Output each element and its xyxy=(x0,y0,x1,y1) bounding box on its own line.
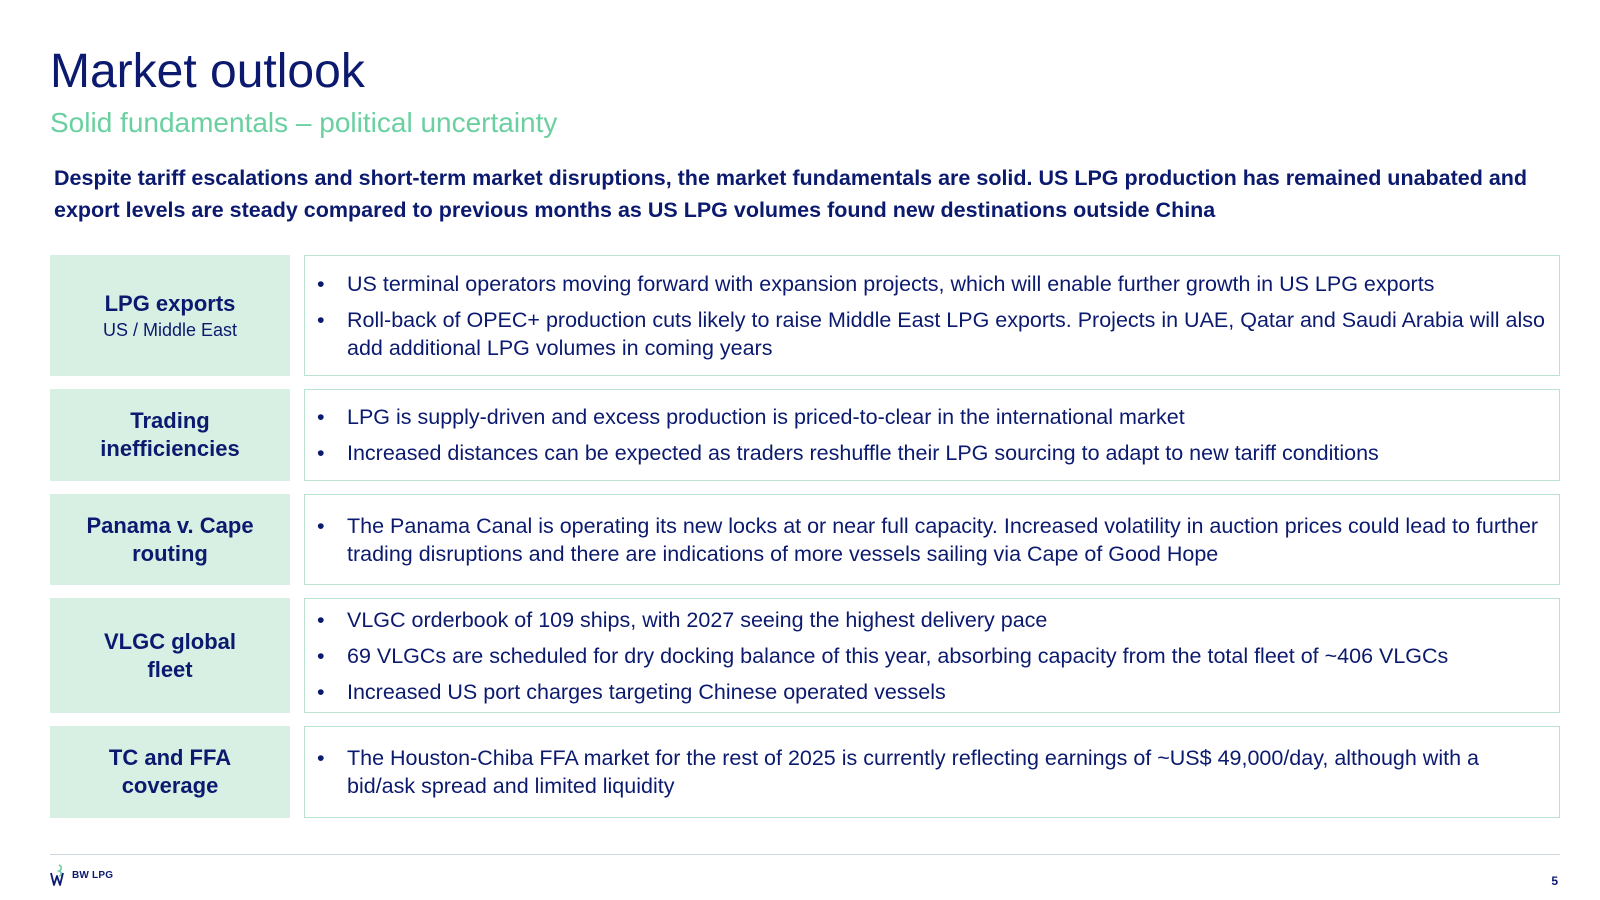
bullet-text: Increased distances can be expected as traders reshuffle their LPG sourcing to adapt to new tariff conditions xyxy=(347,441,1379,465)
bullet-text: Increased US port charges targeting Chinese operated vessels xyxy=(347,679,946,704)
bullet-item xyxy=(317,306,1547,362)
logo-text: BW LPG xyxy=(72,869,114,881)
bullet-item xyxy=(317,403,1547,431)
row-label xyxy=(50,494,290,585)
company-logo xyxy=(50,864,113,886)
row-label xyxy=(50,598,290,713)
row-trading-inefficiencies xyxy=(50,389,1560,481)
row-body xyxy=(304,389,1560,481)
bullet-text: LPG is supply-driven and excess production is priced-to-clear in the international market xyxy=(347,405,1185,429)
bullet-dot: • xyxy=(317,271,325,296)
bullet-item xyxy=(317,439,1547,467)
row-label-subtitle: US / Middle East xyxy=(102,319,238,340)
bullet-dot: • xyxy=(317,513,325,538)
bullet-dot: • xyxy=(317,307,325,332)
bullet-dot: • xyxy=(317,405,325,429)
bullet-text: The Panama Canal is operating its new locks at or near full capacity. Increased volatility in auction prices could lead to further trading disruptions and there are indications of more vessels sailing via Cape of Good Hope xyxy=(347,513,1539,566)
row-label-title: TC and FFA coverage xyxy=(108,745,232,798)
row-label-title: Trading inefficiencies xyxy=(100,408,240,461)
bullet-dot: • xyxy=(317,679,325,704)
bullet-text: VLGC orderbook of 109 ships, with 2027 seeing the highest delivery pace xyxy=(347,607,1048,632)
intro-paragraph: Despite tariff escalations and short-term market disruptions, the market fundamentals are solid. US LPG production has remained unabated and export levels are steady compared to previous months as US LPG volumes found new destinations outside China xyxy=(54,166,1528,222)
bw-lpg-logo-icon xyxy=(50,864,68,886)
bullet-item xyxy=(317,678,1547,706)
row-label-title: LPG exports xyxy=(104,290,236,316)
row-label-title: VLGC global fleet xyxy=(104,628,236,682)
bullet-dot: • xyxy=(317,746,325,770)
bullet-text: Roll-back of OPEC+ production cuts likely to raise Middle East LPG exports. Projects in UAE, Qatar and Saudi Arabia will also add additional LPG volumes in coming years xyxy=(347,307,1545,360)
bullet-item xyxy=(317,606,1547,634)
bullet-dot: • xyxy=(317,607,325,632)
row-label xyxy=(50,726,290,818)
row-tc-ffa-coverage xyxy=(50,726,1560,818)
bullet-item xyxy=(317,512,1547,568)
row-label-title: Panama v. Cape routing xyxy=(86,512,254,566)
row-body xyxy=(304,726,1560,818)
bullet-text: US terminal operators moving forward with expansion projects, which will enable further growth in US LPG exports xyxy=(347,271,1435,296)
page-title: Market outlook xyxy=(50,45,365,98)
page-subtitle: Solid fundamentals – political uncertainty xyxy=(50,107,558,138)
bullet-item xyxy=(317,270,1547,298)
bullet-dot: • xyxy=(317,643,325,668)
bullet-item xyxy=(317,744,1547,800)
row-lpg-exports xyxy=(50,255,1560,376)
row-body xyxy=(304,598,1560,713)
row-label xyxy=(50,389,290,481)
row-body xyxy=(304,494,1560,585)
row-label xyxy=(50,255,290,376)
bullet-dot: • xyxy=(317,441,325,465)
footer-divider xyxy=(50,854,1560,855)
row-vlgc-global-fleet xyxy=(50,598,1560,713)
row-body xyxy=(304,255,1560,376)
bullet-text: 69 VLGCs are scheduled for dry docking balance of this year, absorbing capacity from the total fleet of ~406 VLGCs xyxy=(347,643,1449,668)
row-panama-cape-routing xyxy=(50,494,1560,585)
page-number: 5 xyxy=(1551,874,1558,888)
bullet-text: The Houston-Chiba FFA market for the rest of 2025 is currently reflecting earnings of ~US$ 49,000/day, although with a bid/ask spread and limited liquidity xyxy=(347,746,1479,798)
bullet-item xyxy=(317,642,1547,670)
